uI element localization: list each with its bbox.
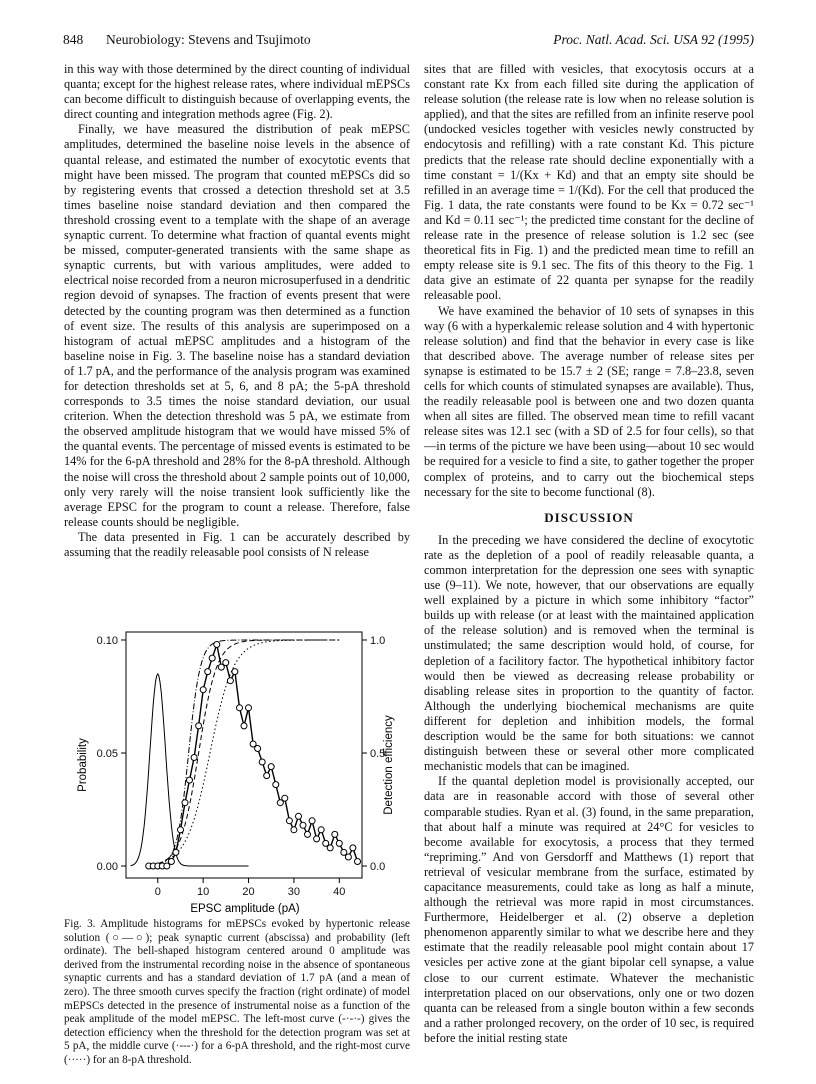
mepsc-histogram-point	[332, 831, 338, 837]
x-tick-label: 40	[333, 886, 346, 898]
efficiency-curve-6pA	[158, 640, 339, 864]
running-title: Neurobiology: Stevens and Tsujimoto	[106, 32, 311, 47]
figure-3-plot	[70, 620, 410, 920]
mepsc-histogram-point	[232, 669, 238, 675]
mepsc-histogram-point	[173, 849, 179, 855]
right-paragraph-1: sites that are filled with vesicles, that exocytosis occurs at a constant rate Kx from each filled site during the application of release solution (the release rate is low when no release solution is applied), and that the sites are refilled from an infinite reserve pool (undocked vesicles together with vesicles newly constructed by endocytosis and refilling) with a rate constant Kd. This picture predicts that the release rate should decline exponentially with a time constant = 1/(Kx + Kd) and that an empty site should be refilled in an average time = 1/(Kd). For the cell that produced the Fig. 1 data, the rate constants were found to be Kx = 0.72 sec⁻¹ and Kd = 0.11 sec⁻¹; the predicted time constant for the decline of release rate in the presence of release solution is 1.2 sec (see theoretical fits in Fig. 1) and the predicted mean time to refill an empty release site is 9.1 sec. The fits of this theory to the Fig. 1 data give an estimate of 22 quanta per synapse for the readily releasable pool.	[424, 62, 754, 303]
mepsc-histogram-point	[246, 705, 252, 711]
mepsc-histogram-point	[286, 818, 292, 824]
mepsc-histogram-point	[327, 845, 333, 851]
mepsc-histogram-point	[296, 813, 302, 819]
discussion-heading: DISCUSSION	[544, 509, 634, 525]
right-paragraph-4: If the quantal depletion model is provisionally accepted, our data are in reasonable accord with those of several other comparable studies. Ryan et al. (3) found, in the same preparation, that about half a minute was required at 24°C for vesicles to become available for exocytosis, a process that they termed “repriming.” And von Gersdorff and Matthews (1) report that retrieval of vesicular membrane from the surface, estimated by capacitance measurements, could take as long as half a minute, although the retrieval was more rapid in most circumstances. Furthermore, Heidelberger et al. (2) observe a depletion phenomenon apparently similar to what we describe here and they estimate that the readily releasable pool might contain about 17 vesicles per active zone at the giant bipolar cell synapse, a value close to our current estimate. Whatever the mechanistic interpretation placed on our observations, only one or two dozen quanta can be released from a single bouton within a few seconds and a rather prolonged recovery, on the order of 10 sec, is required before the initial resting state	[424, 774, 754, 1045]
x-tick-label: 10	[197, 886, 210, 898]
mepsc-histogram-point	[314, 836, 320, 842]
mepsc-histogram-point	[259, 759, 265, 765]
right-paragraph-3: In the preceding we have considered the decline of exocytotic rate as the depletion of a pool of readily releasable quanta, a common interpretation for the depression one sees with synaptic use (9–11). We note, however, that our observations are equally well explained by a picture in which some inhibitory “factor” builds up with release (or at least with the maintained application of the release solution) and is removed when the terminal is unstimulated; the same description would hold, of course, for depletion of a facilitory factor. The hypothetical inhibitory factor would then be viewed as decreasing release probability or disabling release sites in proportion to the quantity of factor. Although the underlying biochemical mechanisms are quite different for depletion and inhibition models, the formal description would be the same for both situations: we cannot distinguish between these or several other more complicated mechanistic models that can be imagined.	[424, 532, 754, 774]
page-number: 848	[63, 32, 84, 47]
mepsc-histogram-point	[350, 845, 356, 851]
left-column	[64, 62, 410, 560]
mepsc-histogram-point	[187, 777, 193, 783]
mepsc-histogram-point	[345, 854, 351, 860]
right-column	[424, 62, 754, 1046]
mepsc-histogram-point	[336, 840, 342, 846]
noise-histogram	[131, 674, 249, 866]
mepsc-histogram-point	[341, 849, 347, 855]
mepsc-histogram-point	[255, 746, 261, 752]
mepsc-histogram-point	[264, 773, 270, 779]
x-tick-label: 20	[242, 886, 255, 898]
journal-citation: Proc. Natl. Acad. Sci. USA 92 (1995)	[553, 32, 754, 47]
mepsc-histogram-point	[309, 818, 315, 824]
mepsc-histogram-point	[178, 827, 184, 833]
figure-3	[70, 620, 410, 920]
mepsc-histogram-point	[200, 687, 206, 693]
mepsc-histogram-point	[223, 660, 229, 666]
mepsc-histogram-point	[318, 827, 324, 833]
right-tick-label: 1.0	[370, 635, 386, 647]
right-tick-label: 0.0	[370, 861, 386, 873]
left-tick-label: 0.05	[96, 748, 118, 760]
left-paragraph-2: Finally, we have measured the distribution of peak mEPSC amplitudes, determined the baseline noise levels in the absence of quantal release, and estimated the number of exocytotic events that might have been missed. The program that counted mEPSCs did so by registering events that crossed a detection threshold set at 3.5 times baseline noise standard deviation and then compared the threshold crossing event to a template with the shape of an average synaptic current. To determine what fraction of quantal events might be missed, computer-generated transients with the same shape as synaptic currents, but with various amplitudes, were added to electrical noise recorded from a neuron microsuperfused in a dendritic region devoid of synapses. The fraction of events present that were detected by the counting program was then determined as a function of event size. The results of this analysis are superimposed on a histogram of actual mEPSC amplitudes and a histogram of the baseline noise in Fig. 3. The baseline noise has a standard deviation of 1.7 pA, and the performance of the analysis program was examined for detection thresholds set at 5, 6, and 8 pA; the 5-pA threshold corresponds to 3.5 times the noise standard deviation, our usual criterion. When the detection threshold was 5 pA, we estimate from the observed amplitude histogram that we would have missed 5% of the quantal events. The percentage of missed events is estimated to be 14% for the 6-pA threshold and 28% for the 8-pA threshold. Although the noise will cross the threshold about 2 sample points out of 10,000, only very rarely will the noise transient look sufficiently like the average EPSC for the program to count a release. Therefore, false release counts should be negligible.	[64, 122, 410, 529]
mepsc-histogram-point	[196, 723, 202, 729]
efficiency-curve-5pA	[158, 640, 339, 865]
left-paragraph-3: The data presented in Fig. 1 can be accurately described by assuming that the readily releasable pool consists of N release	[64, 529, 410, 559]
mepsc-histogram-point	[168, 859, 174, 865]
left-tick-label: 0.10	[96, 635, 118, 647]
mepsc-histogram-point	[237, 705, 243, 711]
left-tick-label: 0.00	[96, 861, 118, 873]
mepsc-histogram-point	[227, 678, 233, 684]
x-tick-label: 30	[287, 886, 301, 898]
mepsc-histogram-point	[282, 795, 288, 801]
figure-caption: Fig. 3. Amplitude histograms for mEPSCs evoked by hypertonic release solution (○—○); peak synaptic current (abscissa) and probability (left ordinate). The bell-shaped histogram centered around 0 amplitude was derived from the instrumental recording noise in the absence of spontaneous synaptic currents and has a standard deviation of 1.7 pA (and a mean of zero). The three smooth curves specify the fraction (right ordinate) of model mEPSCs detected in the presence of instrumental noise as a function of the peak amplitude of the model mEPSC. The left-most curve (-·-·-) gives the detection efficiency when the threshold for the detection program was set at 5 pA, the middle curve (·---·) for a 6-pA threshold, and the right-most curve (·····) for an 8-pA threshold.	[64, 918, 410, 1066]
mepsc-histogram-point	[300, 822, 306, 828]
efficiency-curve-8pA	[158, 640, 339, 863]
mepsc-histogram-point	[305, 831, 311, 837]
mepsc-histogram-point	[268, 764, 274, 770]
mepsc-histogram-point	[273, 782, 279, 788]
right-tick-label: 0.5	[370, 748, 386, 760]
right-axis-label: Detection efficiency	[383, 715, 395, 815]
x-tick-label: 0	[154, 886, 161, 898]
right-paragraph-2: We have examined the behavior of 10 sets of synapses in this way (6 with a hyperkalemic release solution and 4 with hypertonic release solution) and find that the behavior in every case is like that described above. The average number of release sites per synapse is estimated to be 15.7 ± 2 (SE; range = 7.8–23.8, seven cells for which counts of stimulated synapses are available). Thus, the readily releasable pool is between one and two dozen quanta when all sites are filled. The observed mean time to refill vacant release sites was 12.1 sec (with a SD of 2.5 for four cells), so that—in terms of the picture we have been using—about 10 sec would be required for a vesicle to find a site, to gather together the proper complex of proteins, and to carry out the biochemical steps necessary for the site to become functional (8).	[424, 303, 754, 499]
mepsc-histogram-point	[355, 859, 361, 865]
left-axis-label: Probability	[77, 738, 89, 792]
mepsc-histogram-point	[241, 723, 247, 729]
mepsc-histogram-point	[209, 655, 215, 661]
mepsc-histogram-point	[205, 669, 211, 675]
mepsc-histogram-point	[182, 800, 188, 806]
mepsc-histogram-point	[191, 755, 197, 761]
mepsc-histogram-point	[214, 642, 220, 648]
mepsc-histogram-point	[291, 827, 297, 833]
x-axis-label: EPSC amplitude (pA)	[190, 903, 300, 915]
left-paragraph-1: in this way with those determined by the direct counting of individual quanta; except for the highest release rates, where individual mEPSCs can become difficult to distinguish because of overlapping events, the direct counting and integration methods agree (Fig. 2).	[64, 62, 410, 122]
